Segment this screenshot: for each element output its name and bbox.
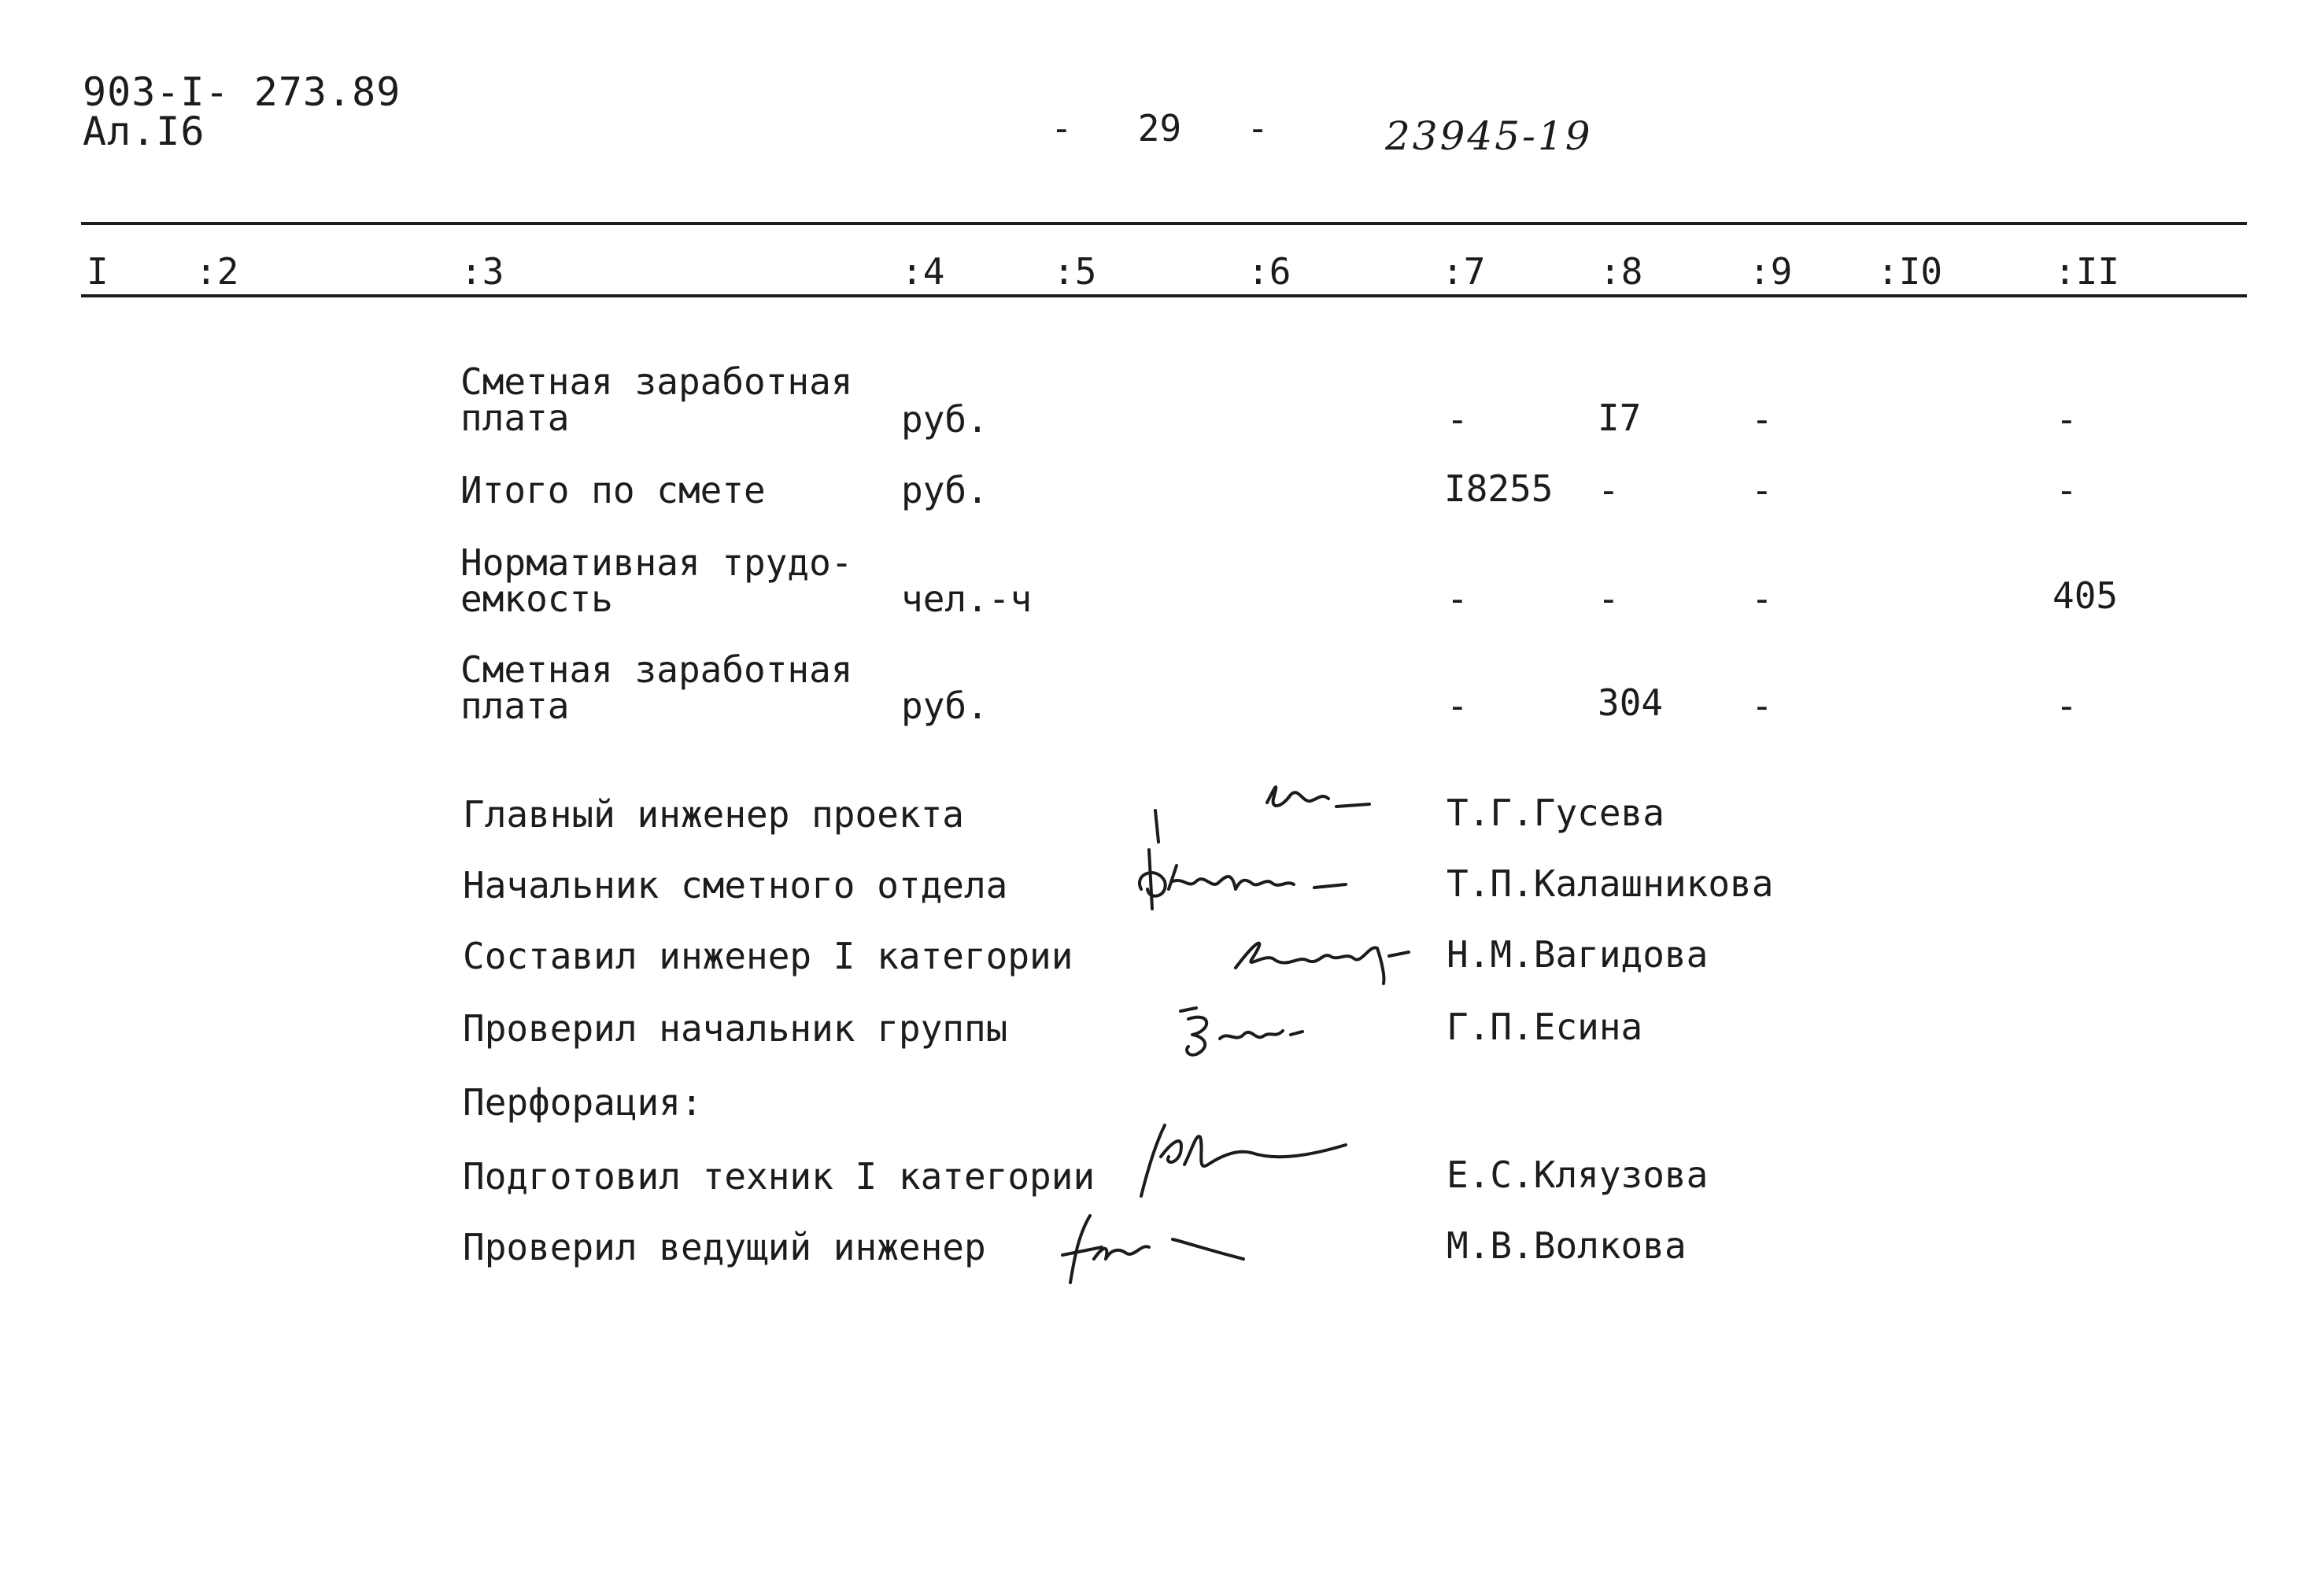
handwritten-signature-2 — [1125, 834, 1385, 921]
row-col7: I8255 — [1444, 467, 1554, 510]
signature-role: Проверил начальник группы — [463, 1007, 1008, 1050]
signature-role: Подготовил техник I категории — [463, 1155, 1095, 1198]
archive-number: 23945-19 — [1385, 113, 1593, 159]
handwritten-signature-3 — [1212, 913, 1448, 991]
column-header-3: :3 — [460, 250, 504, 293]
row-col11: 405 — [2052, 574, 2119, 617]
row-name-line1: Нормативная трудо- — [460, 541, 853, 584]
document-code: 903-I- 273.89 — [83, 69, 401, 115]
row-unit: руб. — [901, 469, 988, 511]
row-col9: - — [1751, 578, 1773, 620]
signature-person: Т.Г.Гусева — [1446, 792, 1664, 834]
signature-person: Е.С.Кляузова — [1446, 1154, 1709, 1196]
page-number: - 29 - — [1051, 107, 1269, 150]
column-header-9: :9 — [1749, 250, 1793, 293]
row-name-line1: Итого по смете — [460, 469, 766, 511]
signature-person: Г.П.Есина — [1446, 1006, 1643, 1048]
column-header-8: :8 — [1599, 250, 1643, 293]
row-name-line1: Сметная заработная — [460, 360, 853, 403]
signature-role: Проверил ведущий инженер — [463, 1226, 986, 1268]
column-header-4: :4 — [901, 250, 945, 293]
table-header-bottom-rule — [81, 294, 2247, 297]
row-col9: - — [1751, 398, 1773, 441]
row-col8: 304 — [1598, 681, 1664, 724]
perforation-heading: Перфорация: — [463, 1081, 703, 1124]
table-top-rule — [81, 222, 2247, 225]
row-col11: - — [2056, 469, 2078, 511]
row-col9: - — [1751, 685, 1773, 727]
column-header-5: :5 — [1053, 250, 1097, 293]
handwritten-signature-4 — [1165, 988, 1354, 1066]
row-name-line2: плата — [460, 685, 570, 727]
row-col11: - — [2056, 685, 2078, 727]
row-col8: - — [1598, 578, 1620, 620]
column-header-1: I — [87, 250, 109, 293]
row-name-line2: емкость — [460, 578, 613, 620]
column-header-7: :7 — [1442, 250, 1486, 293]
row-unit: руб. — [901, 398, 988, 441]
row-col8: - — [1598, 469, 1620, 511]
signature-person: М.В.Волкова — [1446, 1224, 1687, 1267]
row-col8: I7 — [1598, 397, 1642, 439]
row-col11: - — [2056, 398, 2078, 441]
column-header-2: :2 — [195, 250, 239, 293]
row-col7: - — [1446, 578, 1469, 620]
handwritten-signature-5 — [1118, 1109, 1369, 1212]
column-header-11: :II — [2054, 250, 2120, 293]
signature-person: Н.М.Вагидова — [1446, 933, 1709, 976]
handwritten-signature-6 — [1031, 1204, 1267, 1290]
row-col9: - — [1751, 469, 1773, 511]
column-header-10: :I0 — [1877, 250, 1943, 293]
signature-role: Начальник сметного отдела — [463, 864, 1008, 906]
signature-role: Главный инженер проекта — [463, 793, 964, 836]
signature-role: Составил инженер I категории — [463, 935, 1073, 977]
row-name-line1: Сметная заработная — [460, 648, 853, 691]
column-header-6: :6 — [1247, 250, 1291, 293]
row-col7: - — [1446, 685, 1469, 727]
row-name-line2: плата — [460, 397, 570, 439]
row-unit: чел.-ч — [901, 578, 1033, 620]
signature-person: Т.П.Калашникова — [1446, 862, 1774, 905]
row-unit: руб. — [901, 685, 988, 727]
sheet-number: Ал.I6 — [83, 109, 205, 154]
row-col7: - — [1446, 398, 1469, 441]
